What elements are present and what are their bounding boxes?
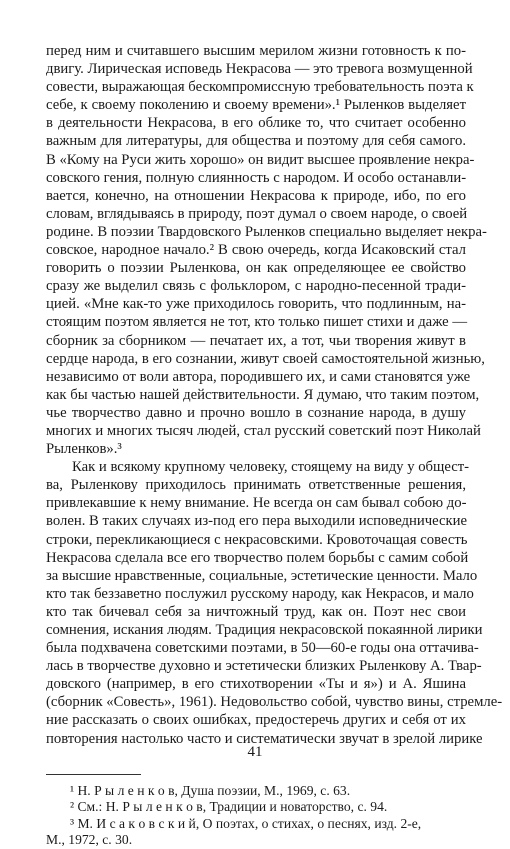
text-line: словам, вглядываясь в природу, поэт думал о своем народе, о своей (46, 205, 468, 222)
text-line: себе, к своему поколению и своему времени».¹ Рыленков выделяет (46, 97, 466, 114)
text-line: ние рассказать о своих ошибках, предостеречь других и себя от их (46, 712, 466, 729)
text-line: важным для литературы, для общества и поэтому для себя самого. (46, 133, 466, 150)
page-number: 41 (247, 744, 263, 760)
text-line: сердце народа, в его сознании, живут своей самостоятельной жизнью, (46, 350, 485, 367)
text-line: ва, Рыленкову приходилось принимать ответственные решения, (46, 477, 466, 494)
paragraph-1 (46, 42, 487, 458)
text-line: привлекавшие к нему внимание. Не всегда он сам бывал собою до- (46, 495, 467, 512)
text-line: двигу. Лирическая исповедь Некрасова — это тревога возмущенной (46, 61, 473, 78)
paragraph-2 (46, 458, 503, 748)
text-line: совское, народное начало.² В свою очередь, когда Исаковский стал (46, 242, 466, 259)
text-line: родине. В поэзии Твардовского Рыленков специально выделяет некра- (46, 223, 487, 240)
text-line: повторения настолько часто и систематически звучат в зрелой лирике (46, 730, 483, 747)
text-line: кто так бичевал себя за ничтожный труд, как он. Поэт нес свои (46, 603, 466, 620)
text-line: вается, конечно, на отношении Некрасова к природе, ибо, по его (46, 187, 466, 204)
text-line: Как и всякому крупному человеку, стоящему на виду у общест- (72, 459, 470, 476)
text-line: стоящим поэтом является не тот, кто только пишет стихи и даже — (46, 314, 468, 331)
text-line: в деятельности Некрасова, в его облике то, что считает особенно (46, 115, 466, 132)
text-line: перед ним и считавшего высшим мерилом жизни готовность к по- (46, 43, 466, 59)
text-line: сразу же выделил связь с фольклором, с народно-песенной тради- (46, 278, 466, 295)
text-line: волен. В таких случаях из-под его пера выходили исповеднические (46, 513, 468, 530)
text-line: Некрасова сделала все его творчество полем борьбы с самим собой (46, 549, 469, 566)
text-line: (сборник «Совесть», 1961). Недовольство собой, чувство вины, стремле- (46, 694, 503, 711)
text-line: многих и многих тысяч людей, стал русский советский поэт Николай (46, 422, 481, 439)
text-line: строки, перекликающиеся с некрасовскими. Кровоточащая совесть (46, 531, 468, 548)
text-line: довского (например, в его стихотворении «Ты и я») и А. Яшина (46, 676, 466, 693)
text-line: за высшие нравственные, социальные, эстетические ценности. Мало (46, 567, 478, 584)
text-line: лась в творчестве духовно и эстетически близких Рыленкову А. Твар- (46, 658, 482, 675)
text-line: говорить о поэзии Рыленкова, он как определяющее ее свойство (46, 260, 466, 277)
text-line: В «Кому на Руси жить хорошо» он видит высшее проявление некра- (46, 151, 475, 168)
main-text (46, 42, 503, 748)
footnotes (46, 783, 466, 849)
text-line: сомнения, искания людям. Традиция некрасовской покаянной лирики (46, 622, 483, 638)
text-line: чье творчество давно и прочно вошло в сознание народа, в душу (46, 404, 466, 421)
text-line: Рыленков».³ (46, 441, 122, 458)
text-line: была подхвачена советскими поэтами, в 50—60-е годы она оттачива- (46, 640, 479, 657)
text-line: совести, выражающая бескомпромиссную требовательность поэта к (46, 79, 474, 96)
text-line: независимо от воли автора, породившего их, и сами становятся уже (46, 368, 471, 385)
footnote-3-continued: М., 1972, с. 30. (46, 832, 133, 848)
footnote-1: ¹ Н. Р ы л е н к о в, Душа поэзии, М., 1969, с. 63. (70, 782, 351, 798)
footnote-2: ² См.: Н. Р ы л е н к о в, Традиции и новаторство, с. 94. (70, 799, 388, 815)
footnote-3: ³ М. И с а к о в с к и й, О поэтах, о стихах, о песнях, изд. 2-е, (70, 815, 422, 831)
footnote-divider (46, 774, 141, 775)
text-line: совского гения, полную слиянность с народом. И особо останавли- (46, 169, 467, 186)
text-line: цией. «Мне как-то уже приходилось говорить, что подлинным, на- (46, 296, 466, 313)
text-line: как бы частью нашей действительности. Я думаю, что таким поэтом, (46, 386, 480, 403)
text-line: сборник за сборником — печатает их, а тот, чьи творения живут в (46, 332, 466, 349)
text-line: кто так беззаветно послужил русскому народу, как Некрасов, и мало (46, 585, 474, 602)
